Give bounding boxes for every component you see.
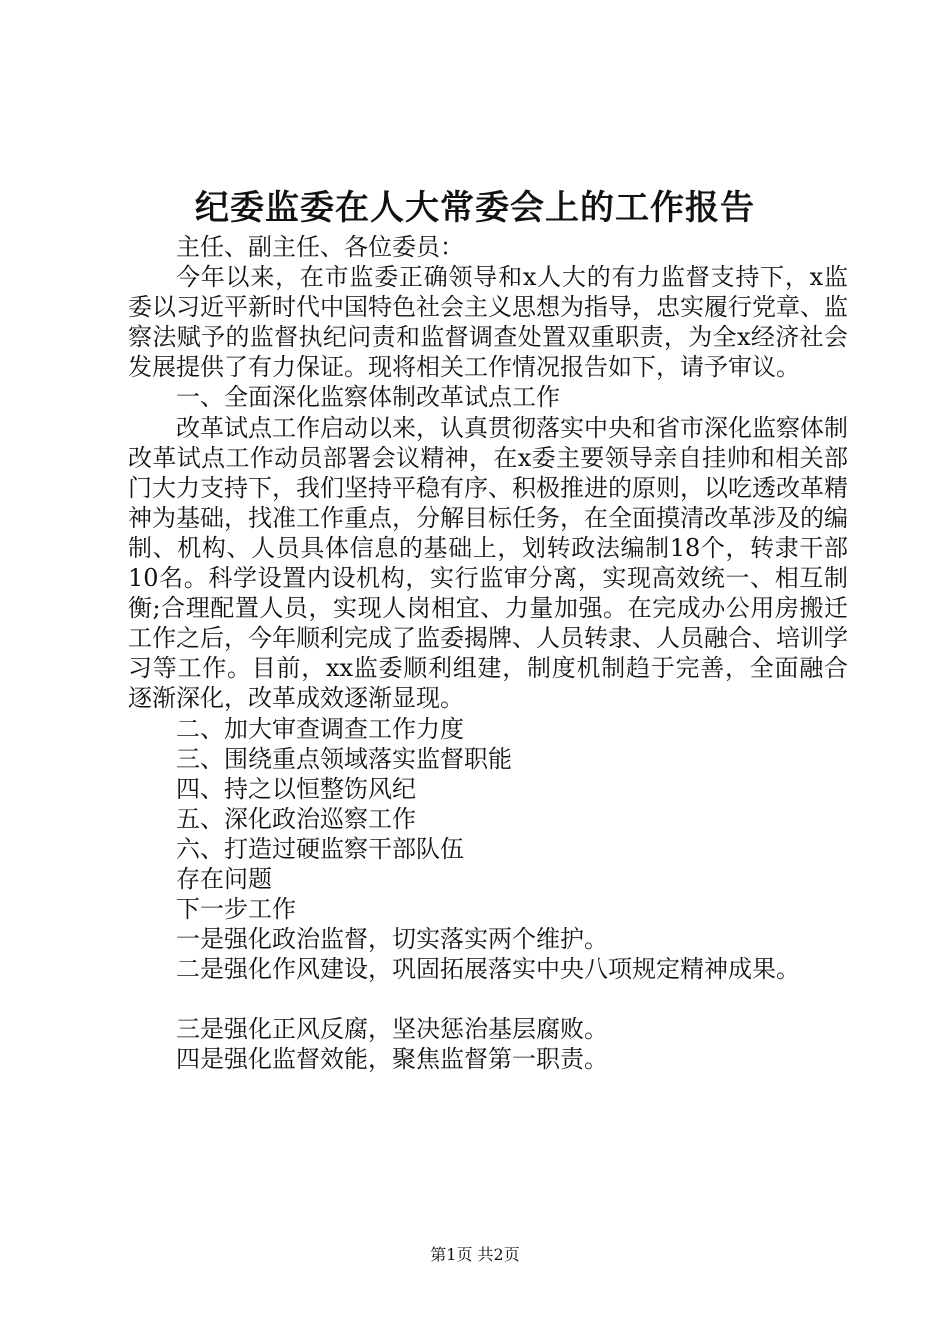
next-steps-heading: 下一步工作 [176, 895, 296, 924]
blank-line [128, 984, 848, 1014]
salutation: 主任、副主任、各位委员： [176, 233, 464, 261]
section-heading-4: 四、持之以恒整饬风纪 [176, 774, 416, 803]
next-step-item: 一是强化政治监督，切实落实两个维护。 [176, 925, 608, 954]
section-1-paragraph: 改革试点工作启动以来，认真贯彻落实中央和省市深化监察体制改革试点工作动员部署会议精神，在x委主要领导亲自挂帅和相关部门大力支持下，我们坚持平稳有序、积极推进的原则，以吃透改革精神为基础，找准工作重点，分解目标任务，在全面摸清改革涉及的编制、机构、人员具体信息的基础上，划转政法编制18个，转隶干部10名。科学设置内设机构，实行监审分离，实现高效统一、相互制衡;合理配置人员，实现人岗相宜、力量加强。在完成办公用房搬迁工作之后，今年顺利完成了监委揭牌、人员转隶、人员融合、培训学习等工作。目前，xx监委顺利组建，制度机制趋于完善，全面融合逐渐深化，改革成效逐渐显现。 [128, 413, 848, 713]
document-body [128, 232, 848, 1075]
next-step-item: 四是强化监督效能，聚焦监督第一职责。 [176, 1045, 608, 1074]
problems-heading: 存在问题 [176, 864, 272, 893]
section-heading-2: 二、加大审查调查工作力度 [176, 714, 464, 743]
intro-paragraph: 今年以来，在市监委正确领导和x人大的有力监督支持下，x监委以习近平新时代中国特色社会主义思想为指导，忠实履行党章、监察法赋予的监督执纪问责和监督调查处置双重职责，为全x经济社会发展提供了有力保证。现将相关工作情况报告如下，请予审议。 [128, 263, 848, 382]
section-heading-3: 三、围绕重点领域落实监督职能 [176, 744, 512, 773]
section-heading-5: 五、深化政治巡察工作 [176, 804, 416, 833]
section-heading-6: 六、打造过硬监察干部队伍 [176, 834, 464, 863]
section-heading-1: 一、全面深化监察体制改革试点工作 [176, 383, 560, 412]
next-step-item: 三是强化正风反腐，坚决惩治基层腐败。 [176, 1015, 608, 1044]
page-number-footer: 第1页 共2页 [430, 1245, 520, 1264]
document-title: 纪委监委在人大常委会上的工作报告 [195, 188, 755, 228]
next-step-item: 二是强化作风建设，巩固拓展落实中央八项规定精神成果。 [176, 955, 800, 984]
